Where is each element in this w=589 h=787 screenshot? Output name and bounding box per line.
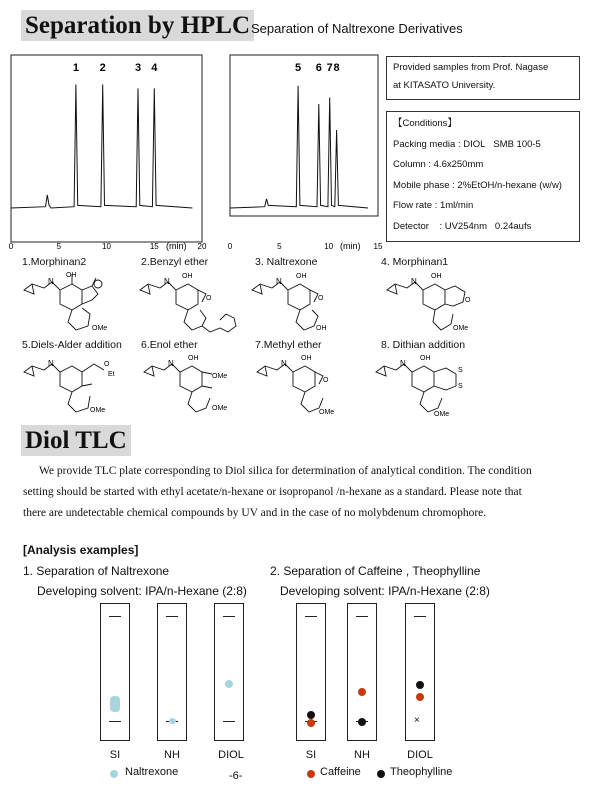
example-1-title: 1. Separation of Naltrexone [23,564,170,578]
x-tick-label-5: 5 [277,242,282,251]
plate-label-diol-1: DIOL [218,749,244,761]
svg-text:N: N [48,277,54,286]
compound-label-4: 4. Morphinan1 [381,256,449,268]
legend-caffeine: Caffeine [320,766,361,778]
theophylline-spot [358,718,366,726]
provided-line-2: at KITASATO University. [393,80,496,91]
structure-2-benzyl-ether [136,268,246,334]
plate-label-nh-1: NH [164,749,180,761]
tlc-paragraph: We provide TLC plate corresponding to Diol silica for determination of analytical condition. The condition setting should be started with ethyl acetate/n-hexane or isopropanol /n-hexane as a standard. Please note that there are undetectable chemical compounds by UV and in the case of no molybdenum chromophore. [23,465,532,519]
x-tick-label-10: 10 [102,242,111,251]
tlc-plate-si-1 [100,603,130,741]
svg-text:OMe: OMe [92,325,108,332]
peak-label-3: 3 [134,62,142,74]
page-subtitle: Separation of Naltrexone Derivatives [251,21,463,36]
x-unit-label: (min) [166,241,187,251]
flow-rate: Flow rate : 1ml/min [393,200,474,211]
plate-label-nh-2: NH [354,749,370,761]
plate-label-si-2: SI [305,749,317,761]
compound-label-7: 7.Methyl ether [255,339,322,351]
hplc-chart-1 [0,45,215,260]
analysis-heading: [Analysis examples] [23,543,139,557]
plate-label-diol-2: DIOL [407,749,433,761]
svg-text:OH: OH [182,273,193,280]
legend-theophylline-swatch [377,770,385,778]
peak-label-6: 6 [315,62,322,74]
svg-text:OMe: OMe [90,407,106,414]
compound-label-6: 6.Enol ether [141,339,198,351]
cross-mark-icon: × [414,715,420,726]
svg-text:N: N [411,277,417,286]
peak-label-2: 2 [99,62,106,74]
structure-3-naltrexone [248,268,358,334]
peak-label-4: 4 [151,62,158,74]
caffeine-spot [416,693,424,701]
svg-text:O: O [318,295,324,302]
compound-label-3: 3. Naltrexone [255,256,318,268]
legend-naltrexone: Naltrexone [125,766,179,778]
legend-caffeine-swatch [307,770,315,778]
svg-text:OMe: OMe [434,411,450,418]
provided-line-1: Provided samples from Prof. Nagase [393,62,549,73]
tlc-plate-diol-1 [214,603,244,741]
svg-text:O: O [323,377,329,384]
svg-text:OH: OH [301,355,312,362]
structure-5-diels-alder [20,350,135,416]
compound-label-2: 2.Benzyl ether [141,256,209,268]
peak-label-8: 8 [333,62,340,74]
page-title: Separation by HPLC [21,10,254,41]
svg-text:N: N [164,277,170,286]
x-tick-label-15: 15 [149,242,159,251]
compound-label-5: 5.Diels-Alder addition [22,339,122,351]
compound-label-1: 1.Morphinan2 [22,256,87,268]
x-tick-label-20: 20 [197,242,207,251]
svg-text:O: O [465,297,471,304]
peak-label-5: 5 [295,62,302,74]
legend-theophylline: Theophylline [390,766,453,778]
svg-text:N: N [281,359,287,368]
svg-text:OH: OH [316,325,327,332]
x-tick-label-0: 0 [8,242,14,251]
structure-6-enol-ether [140,350,250,416]
x-tick-label-10: 10 [324,242,334,251]
example-1-solvent: Developing solvent: IPA/n-Hexane (2:8) [37,584,247,598]
plate-label-si-1: SI [109,749,121,761]
svg-text:OMe: OMe [212,373,228,380]
svg-text:OMe: OMe [212,405,228,412]
svg-text:O: O [206,295,212,302]
svg-text:Et: Et [108,371,115,378]
svg-text:O: O [104,361,110,368]
legend-naltrexone-swatch [110,770,118,778]
svg-text:OMe: OMe [453,325,469,332]
tlc-plate-nh-1 [157,603,187,741]
tlc-plate-nh-2 [347,603,377,741]
svg-text:S: S [458,383,463,390]
peak-label-1: 1 [72,62,79,74]
packing-media: Packing media : DIOL SMB 100-5 [393,138,541,150]
svg-text:OMe: OMe [319,409,335,416]
hplc-chart-2 [218,45,388,260]
caffeine-spot [358,688,366,696]
svg-text:OH: OH [420,355,431,362]
naltrexone-spot [169,718,176,724]
svg-text:OH: OH [296,273,307,280]
naltrexone-spot [110,696,120,712]
page-number: -6- [229,770,243,782]
svg-text:OH: OH [431,273,442,280]
svg-text:OH: OH [188,355,199,362]
detector: Detector : UV254nm 0.24aufs [393,220,532,232]
svg-text:S: S [458,367,463,374]
x-unit-label: (min) [340,241,361,251]
caffeine-spot [307,719,315,727]
theophylline-spot [416,681,424,689]
peak-label-7: 7 [326,62,333,74]
mobile-phase: Mobile phase : 2%EtOH/n-hexane (w/w) [393,179,562,191]
svg-text:OH: OH [66,272,77,279]
x-tick-label-0: 0 [227,242,233,251]
conditions-title: 【Conditions】 [393,118,457,129]
compound-label-8: 8. Dithian addition [381,339,466,351]
column-size: Column : 4.6x250mm [393,159,484,170]
tlc-plate-diol-2 [405,603,435,741]
svg-text:N: N [168,359,174,368]
example-2-solvent: Developing solvent: IPA/n-Hexane (2:8) [280,584,490,598]
svg-text:N: N [276,277,282,286]
tlc-title: Diol TLC [21,425,131,456]
svg-text:N: N [400,359,406,368]
structure-8-dithian-addition [372,350,487,420]
structure-1-morphinan2 [20,268,130,334]
example-2-title: 2. Separation of Caffeine , Theophylline [270,564,481,578]
structure-7-methyl-ether [253,350,363,416]
x-tick-label-5: 5 [56,242,62,251]
sample-source-box [386,56,580,100]
conditions-box [386,111,580,242]
svg-text:N: N [48,359,54,368]
theophylline-spot [307,711,315,719]
x-tick-label-15: 15 [373,242,383,251]
structure-4-morphinan1 [383,268,493,334]
naltrexone-spot [225,680,233,688]
tlc-plate-si-2 [296,603,326,741]
